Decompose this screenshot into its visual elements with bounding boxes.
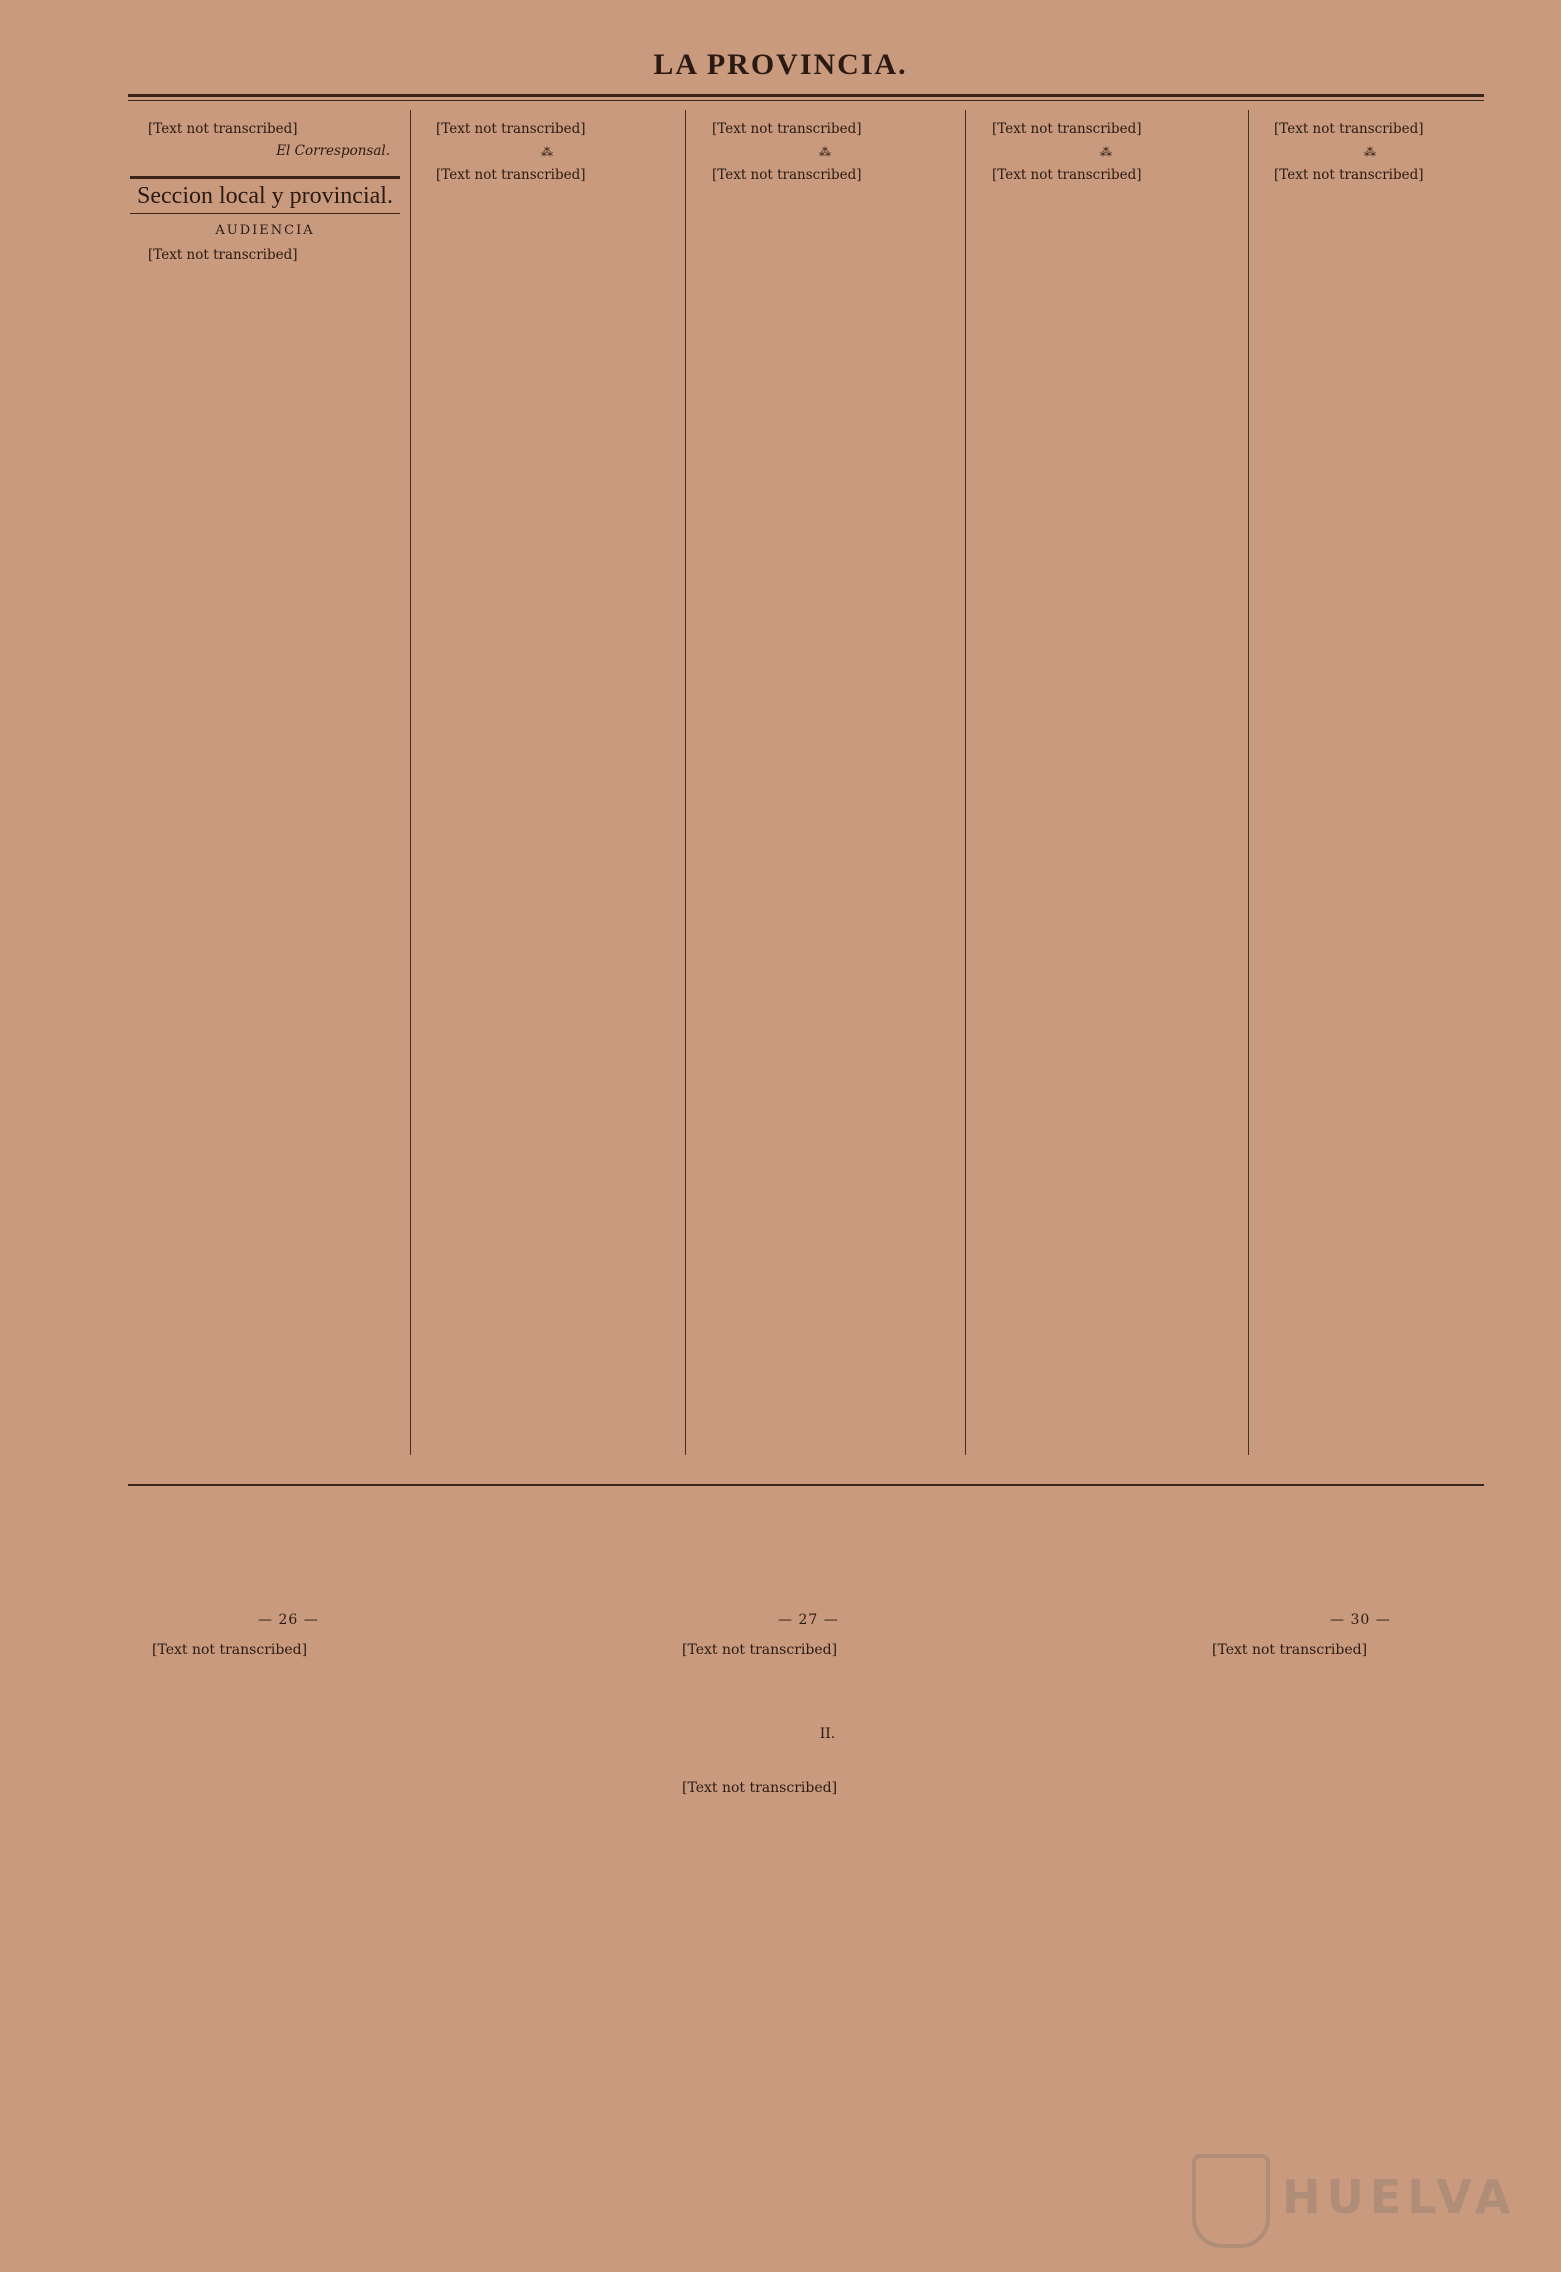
article-column-1 [130, 118, 400, 1458]
article-column-3 [694, 118, 956, 1458]
column-rule [1248, 110, 1249, 1455]
article-paragraph: [Text not transcribed] [1274, 121, 1424, 137]
article-paragraph: [Text not transcribed] [436, 167, 586, 183]
separator-stars: ⁂ [1364, 145, 1376, 159]
article-paragraph: [Text not transcribed] [148, 247, 298, 263]
archive-watermark [1192, 2150, 1542, 2250]
chapter-heading: II. [819, 1726, 836, 1742]
article-paragraph: [Text not transcribed] [712, 167, 862, 183]
feuilleton-paragraph: [Text not transcribed] [682, 1780, 838, 1796]
feuilleton-column-1 [130, 1638, 465, 2258]
article-paragraph: [Text not transcribed] [148, 121, 298, 137]
feuilleton-paragraph: [Text not transcribed] [152, 1642, 308, 1658]
article-paragraph: [Text not transcribed] [1274, 167, 1424, 183]
separator-stars: ⁂ [541, 145, 553, 159]
article-column-2 [418, 118, 676, 1458]
column-rule [685, 110, 686, 1455]
feuilleton-paragraph: [Text not transcribed] [682, 1642, 838, 1658]
section-subtitle: AUDIENCIA [215, 223, 315, 238]
seal-icon [1192, 2154, 1270, 2248]
separator-stars: ⁂ [819, 145, 831, 159]
article-signature: El Corresponsal. [276, 143, 390, 159]
footer-rule [128, 1484, 1484, 1486]
feuilleton-column-2 [660, 1638, 995, 2258]
section-rule-thin [130, 213, 400, 214]
section-title: Seccion local y provincial. [137, 183, 393, 209]
article-paragraph: [Text not transcribed] [992, 167, 1142, 183]
feuilleton-page-number: — 26 — [258, 1612, 319, 1628]
section-rule [130, 176, 400, 179]
article-column-5 [1256, 118, 1484, 1458]
separator-stars: ⁂ [1100, 145, 1112, 159]
article-paragraph: [Text not transcribed] [992, 121, 1142, 137]
feuilleton-paragraph: [Text not transcribed] [1212, 1642, 1368, 1658]
header-rule [128, 94, 1484, 97]
header-rule-thin [128, 100, 1484, 101]
column-rule [965, 110, 966, 1455]
column-rule [410, 110, 411, 1455]
feuilleton-page-number: — 30 — [1330, 1612, 1391, 1628]
article-paragraph: [Text not transcribed] [436, 121, 586, 137]
masthead-title: LA PROVINCIA. [653, 48, 908, 81]
article-paragraph: [Text not transcribed] [712, 121, 862, 137]
watermark-text: HUELVA [1282, 2170, 1517, 2224]
feuilleton-page-number: — 27 — [778, 1612, 839, 1628]
article-column-4 [974, 118, 1238, 1458]
